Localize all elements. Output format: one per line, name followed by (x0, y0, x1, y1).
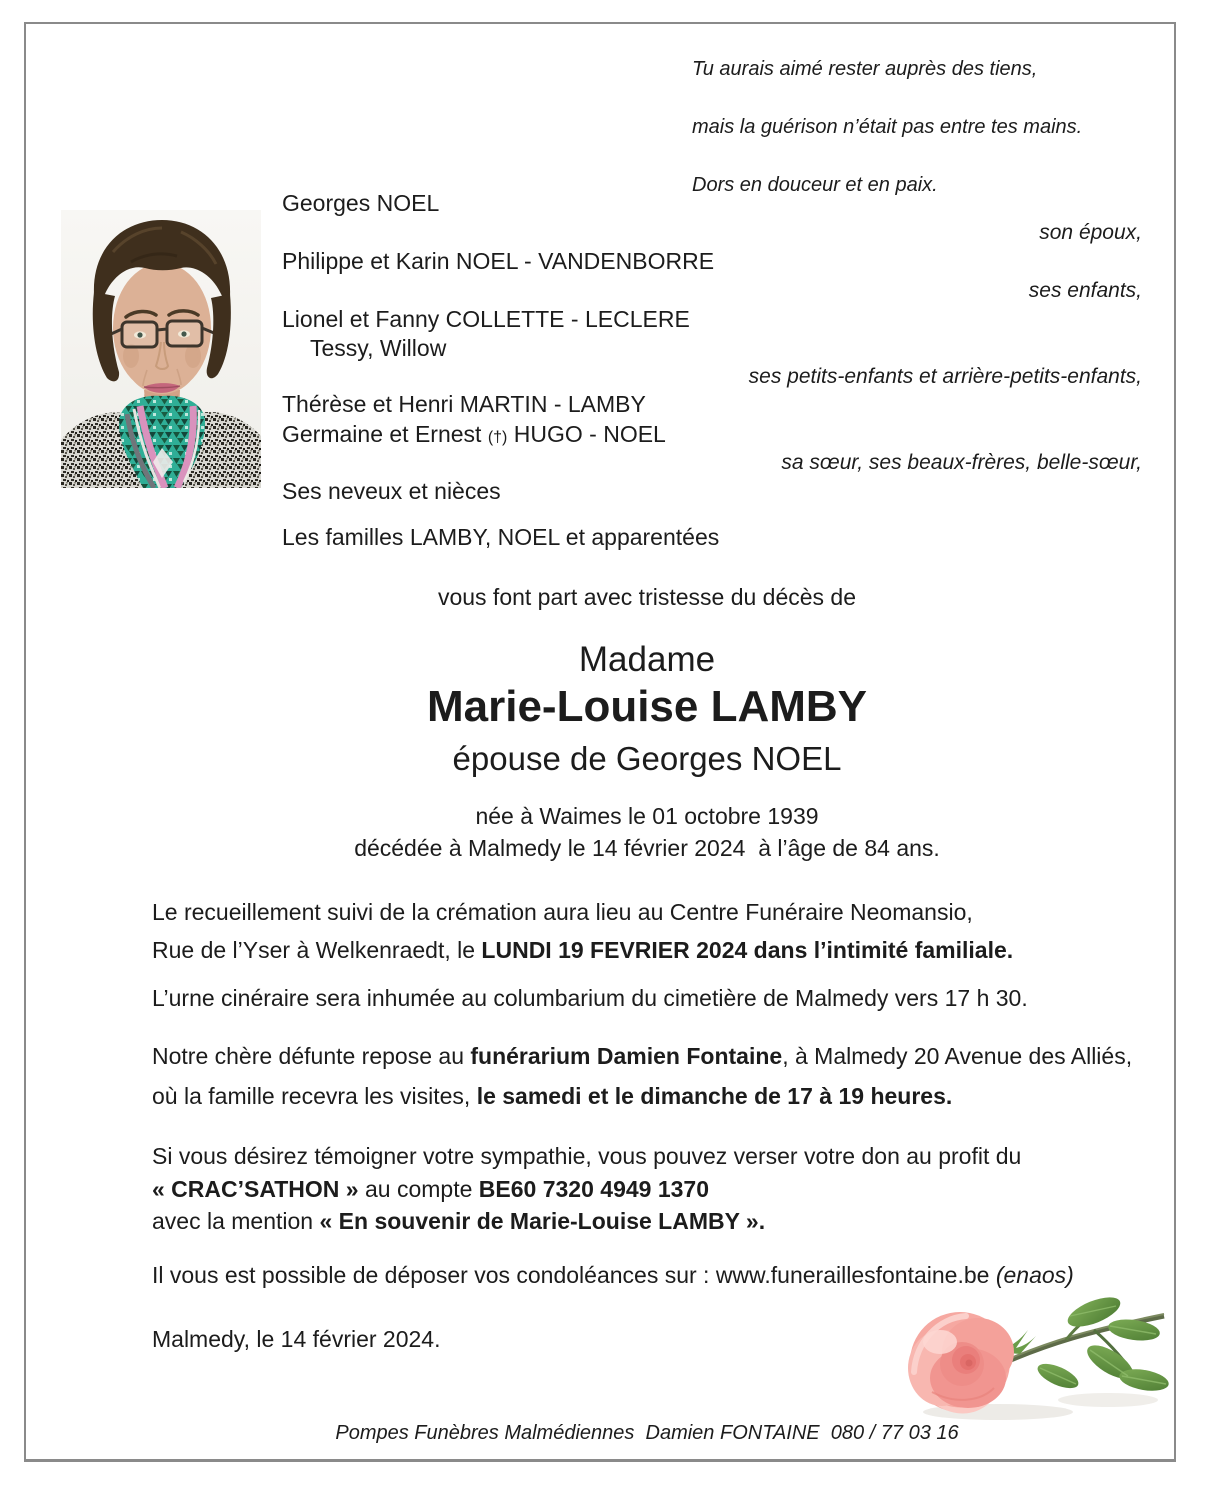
condolences-paragraph: Il vous est possible de déposer vos condoléances sur : www.funeraillesfontaine.be (enaos) (152, 1262, 1074, 1288)
family-nephews-line: Ses neveux et nièces (282, 478, 501, 504)
donation-paragraph-line-3: avec la mention « En souvenir de Marie-Louise LAMBY ». (152, 1208, 766, 1234)
death-line: décédée à Malmedy le 14 février 2024 à l’âge de 84 ans. (354, 835, 940, 861)
cremation-paragraph-line-1: Le recueillement suivi de la crémation aura lieu au Centre Funéraire Neomansio, (152, 899, 973, 925)
family-families-line: Les familles LAMBY, NOEL et apparentées (282, 524, 720, 550)
urn-paragraph: L’urne cinéraire sera inhumée au columbarium du cimetière de Malmedy vers 17 h 30. (152, 985, 1028, 1011)
deceased-title: Madame (578, 640, 716, 679)
epitaph-line-2: mais la guérison n’était pas entre tes mains. (692, 116, 1083, 138)
epitaph-line-1: Tu aurais aimé rester auprès des tiens, (692, 58, 1038, 80)
donation-paragraph-line-2: « CRAC’SATHON » au compte BE60 7320 4949 1370 (152, 1176, 709, 1202)
announcement-line: vous font part avec tristesse du décès de (437, 584, 857, 610)
epitaph (692, 55, 1082, 200)
deceased-spouse-line: épouse de Georges NOEL (452, 740, 842, 777)
rose-image (898, 1292, 1170, 1424)
repose-paragraph-line-1: Notre chère défunte repose au funérarium Damien Fontaine, à Malmedy 20 Avenue des Alliés, (152, 1043, 1133, 1069)
family-husband-role: son époux, (1039, 221, 1142, 244)
funeral-home-footer: Pompes Funèbres Malmédiennes Damien FONTAINE 080 / 77 03 16 (335, 1422, 959, 1444)
deceased-portrait-photo (61, 210, 261, 488)
family-grandchildren-role: ses petits-enfants et arrière-petits-enfants, (748, 365, 1142, 388)
family-grandchildren-parents-line: Lionel et Fanny COLLETTE - LECLERE (282, 306, 690, 332)
donation-paragraph-line-1: Si vous désirez témoigner votre sympathie, vous pouvez verser votre don au profit du (152, 1143, 1022, 1169)
family-husband-line: Georges NOEL (282, 190, 440, 216)
cremation-paragraph-line-2: Rue de l’Yser à Welkenraedt, le LUNDI 19 FEVRIER 2024 dans l’intimité familiale. (152, 937, 1014, 963)
birth-line: née à Waimes le 01 octobre 1939 (475, 803, 819, 829)
family-sister-role: sa sœur, ses beaux-frères, belle-sœur, (781, 451, 1142, 474)
repose-paragraph-line-2: où la famille recevra les visites, le samedi et le dimanche de 17 à 19 heures. (152, 1083, 953, 1109)
family-children-line: Philippe et Karin NOEL - VANDENBORRE (282, 248, 715, 274)
epitaph-line-3: Dors en douceur et en paix. (692, 174, 938, 196)
family-sister-line-1: Thérèse et Henri MARTIN - LAMBY (282, 391, 646, 417)
family-grandchildren-line: Tessy, Willow (310, 335, 447, 361)
deceased-name: Marie-Louise LAMBY (426, 682, 868, 731)
family-sister-line-2: Germaine et Ernest (†) HUGO - NOEL (282, 421, 666, 447)
family-children-role: ses enfants, (1028, 279, 1142, 302)
dateline: Malmedy, le 14 février 2024. (152, 1326, 441, 1352)
